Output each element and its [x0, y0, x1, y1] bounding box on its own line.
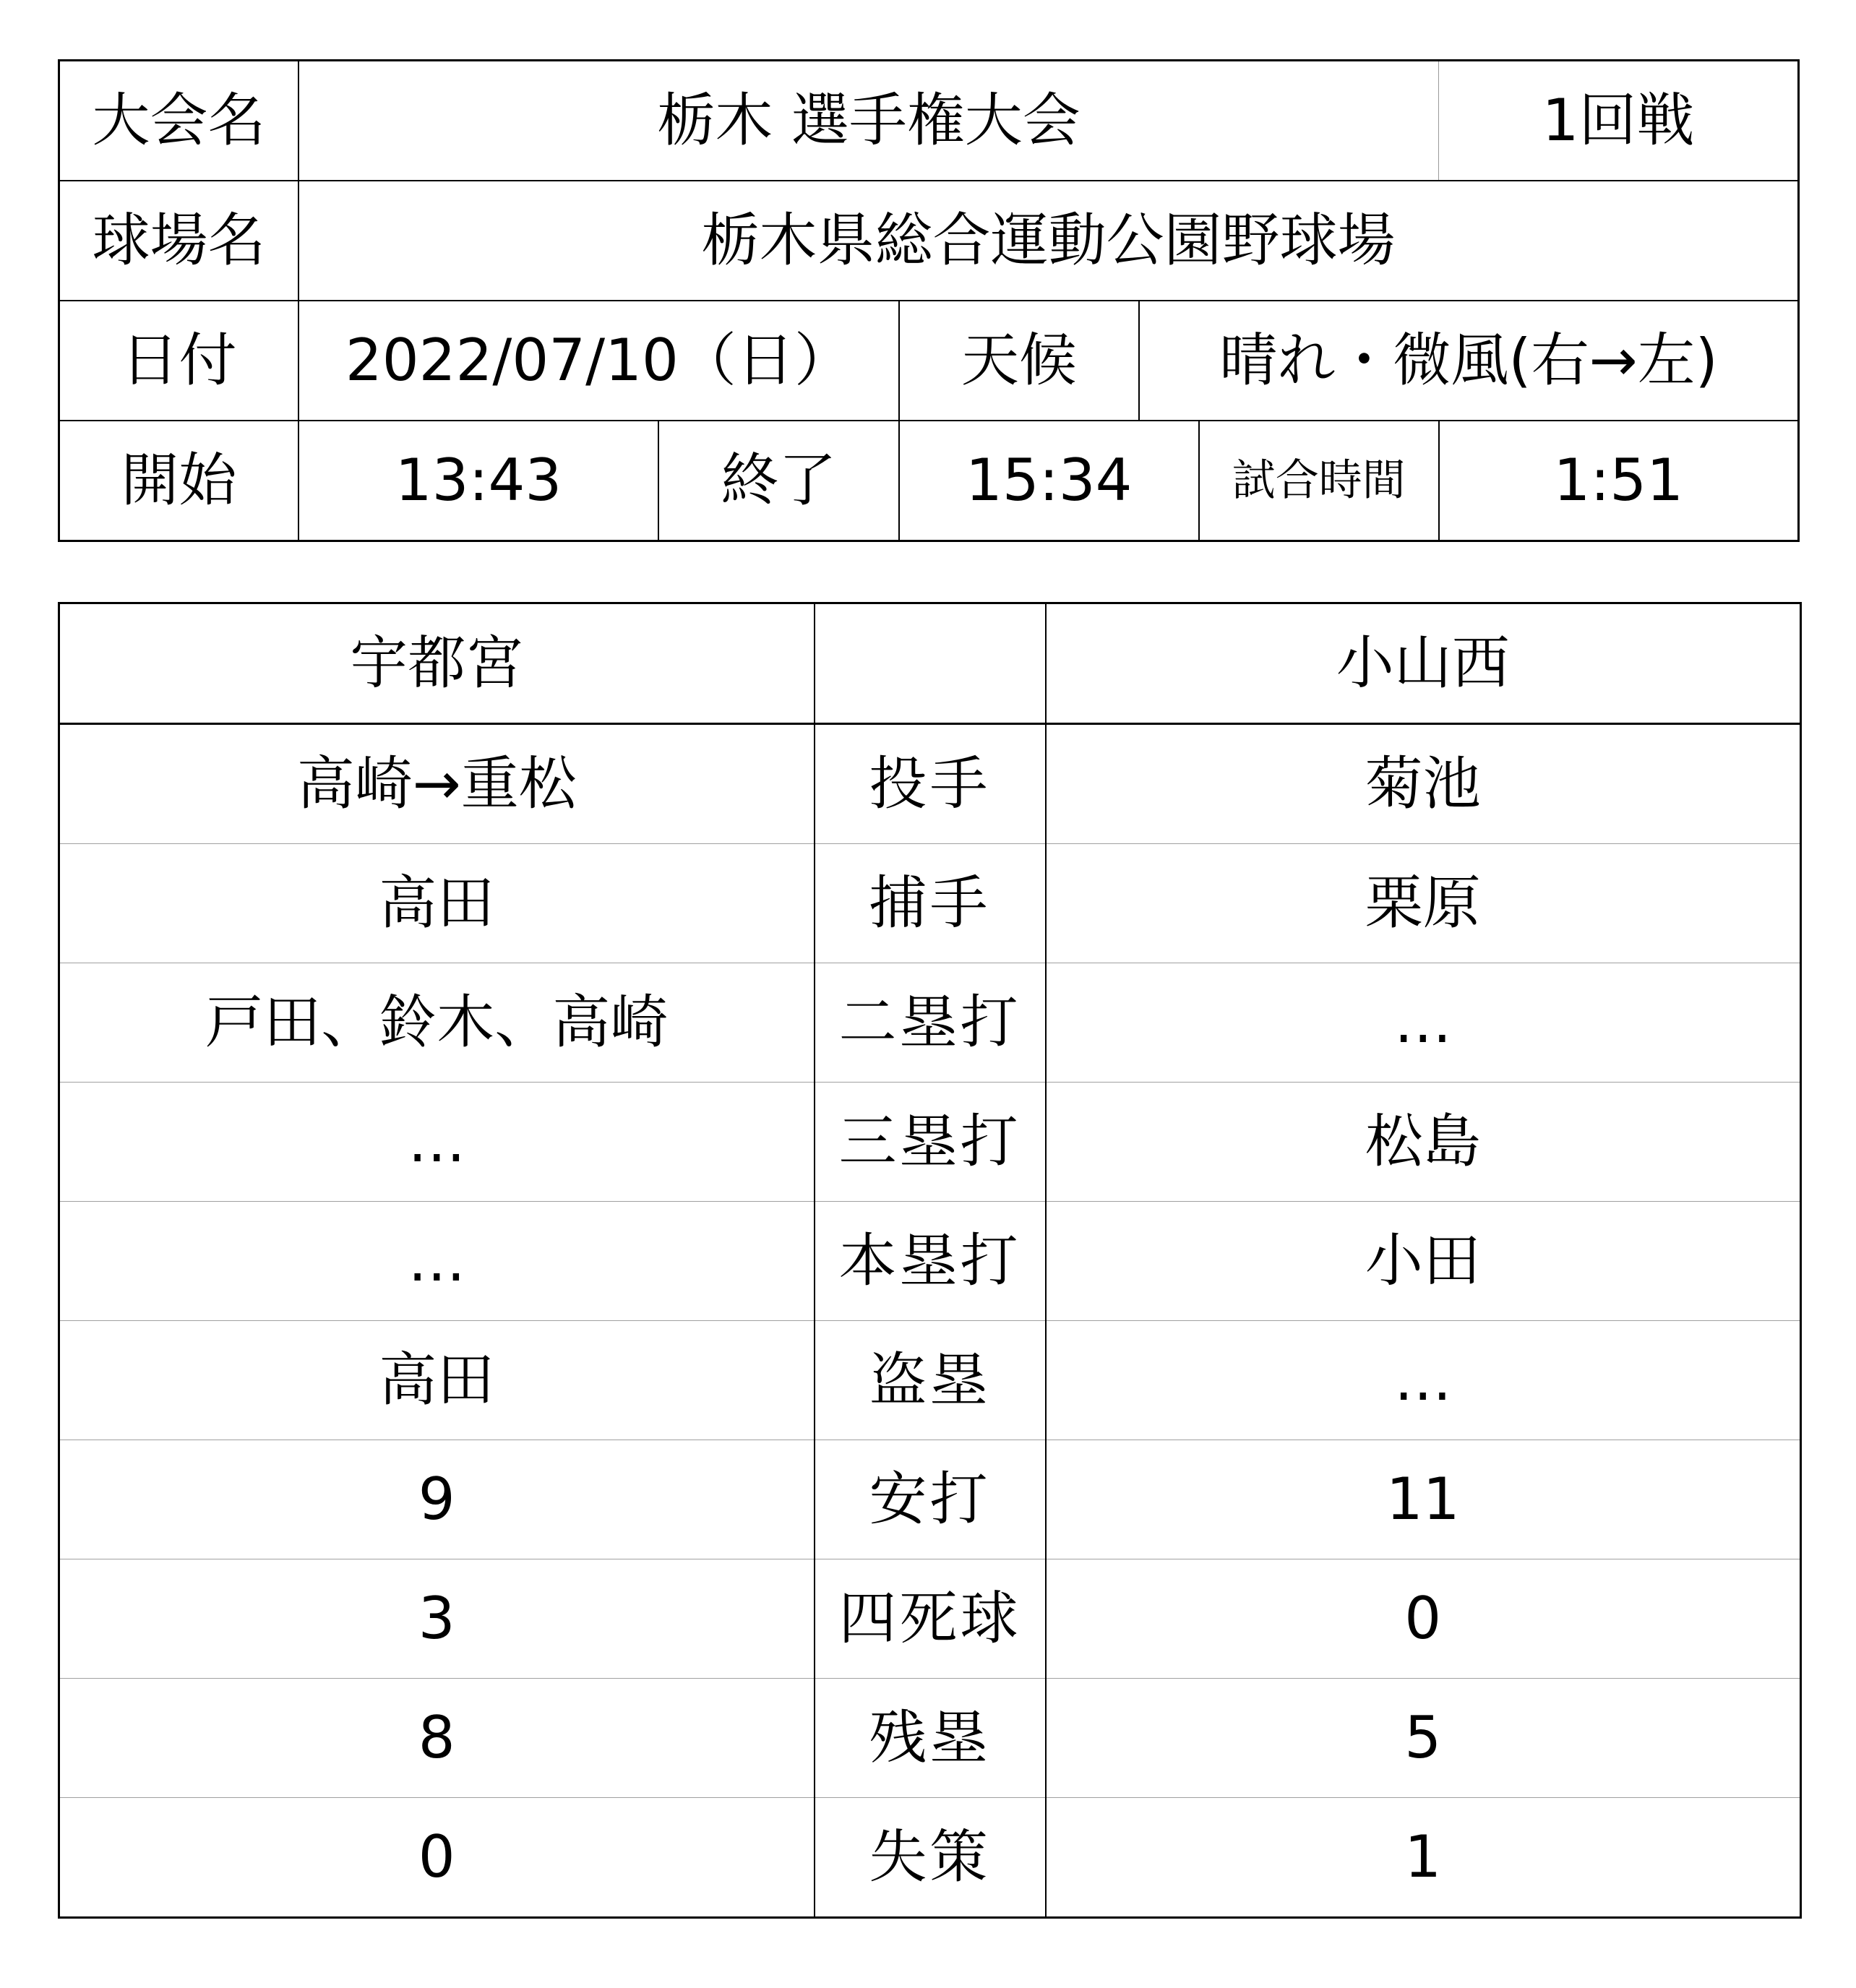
- team-left-name: 宇都宮: [59, 603, 815, 724]
- stat-left: 3: [59, 1559, 815, 1679]
- stat-left: 高崎→重松: [59, 724, 815, 844]
- stat-row-triples: [59, 1083, 1801, 1202]
- stat-row-doubles: [59, 963, 1801, 1083]
- stat-right: 1: [1046, 1798, 1801, 1918]
- stat-left: 戸田、鈴木、高崎: [59, 963, 815, 1083]
- stat-label: 四死球: [815, 1559, 1046, 1679]
- game-date: 2022/07/10（日）: [298, 301, 899, 421]
- stat-label: 安打: [815, 1440, 1046, 1559]
- stat-label: 盗塁: [815, 1321, 1046, 1440]
- stat-right: 0: [1046, 1559, 1801, 1679]
- duration: 1:51: [1439, 421, 1799, 541]
- stat-left: 高田: [59, 844, 815, 963]
- stat-label: 三塁打: [815, 1083, 1046, 1202]
- stat-left: 9: [59, 1440, 815, 1559]
- header-spacer: [815, 603, 1046, 724]
- stat-right: 松島: [1046, 1083, 1801, 1202]
- end-time: 15:34: [899, 421, 1199, 541]
- stadium-name: 栃木県総合運動公園野球場: [298, 181, 1798, 301]
- game-info-table: [58, 59, 1800, 542]
- stat-row-hits: [59, 1440, 1801, 1559]
- stat-left: …: [59, 1083, 815, 1202]
- stat-row-errors: [59, 1798, 1801, 1918]
- stat-right: …: [1046, 1321, 1801, 1440]
- stat-label: 失策: [815, 1798, 1046, 1918]
- stat-label: 捕手: [815, 844, 1046, 963]
- stat-row-walks: [59, 1559, 1801, 1679]
- date-row: [59, 301, 1799, 421]
- tournament-name: 栃木 選手権大会: [298, 61, 1438, 181]
- stat-label: 残塁: [815, 1679, 1046, 1798]
- weather-value: 晴れ・微風(右→左): [1139, 301, 1798, 421]
- game-stats-table: [58, 602, 1802, 1919]
- stat-left: 高田: [59, 1321, 815, 1440]
- stat-right: 菊池: [1046, 724, 1801, 844]
- stat-left: 8: [59, 1679, 815, 1798]
- stat-left: …: [59, 1202, 815, 1321]
- stat-label: 投手: [815, 724, 1046, 844]
- stat-row-left-on-base: [59, 1679, 1801, 1798]
- team-right-name: 小山西: [1046, 603, 1801, 724]
- stadium-label: 球場名: [59, 181, 299, 301]
- stat-right: 栗原: [1046, 844, 1801, 963]
- weather-label: 天候: [899, 301, 1140, 421]
- stat-left: 0: [59, 1798, 815, 1918]
- tournament-label: 大会名: [59, 61, 299, 181]
- stat-row-catcher: [59, 844, 1801, 963]
- stadium-row: [59, 181, 1799, 301]
- stat-row-pitcher: [59, 724, 1801, 844]
- stat-label: 本塁打: [815, 1202, 1046, 1321]
- stat-row-steals: [59, 1321, 1801, 1440]
- stat-row-homeruns: [59, 1202, 1801, 1321]
- stat-label: 二塁打: [815, 963, 1046, 1083]
- round: 1回戦: [1439, 61, 1799, 181]
- stat-right: 11: [1046, 1440, 1801, 1559]
- date-label: 日付: [59, 301, 299, 421]
- teams-header-row: [59, 603, 1801, 724]
- tournament-row: [59, 61, 1799, 181]
- duration-label: 試合時間: [1199, 421, 1439, 541]
- stat-right: …: [1046, 963, 1801, 1083]
- start-label: 開始: [59, 421, 299, 541]
- time-row: [59, 421, 1799, 541]
- stat-right: 5: [1046, 1679, 1801, 1798]
- end-label: 終了: [658, 421, 899, 541]
- start-time: 13:43: [298, 421, 658, 541]
- stat-right: 小田: [1046, 1202, 1801, 1321]
